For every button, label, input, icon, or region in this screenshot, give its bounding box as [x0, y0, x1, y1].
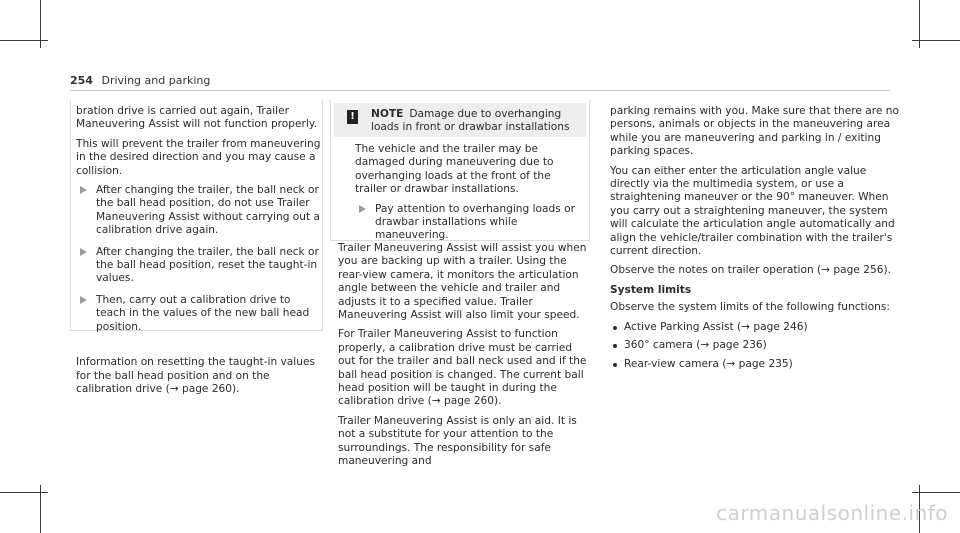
step-arrow-icon — [80, 296, 87, 304]
step-text: After changing the trailer, the ball neck or the ball head position, reset the taught-in values. — [96, 245, 319, 285]
paragraph: Observe the system limits of the following functions: — [610, 301, 890, 314]
paragraph: The vehicle and the trailer may be damaged during maneuvering due to overhanging loads at the front of the trailer or drawbar installations. — [355, 143, 554, 196]
paragraph: Observe the notes on trailer operation (→ page 256). — [610, 264, 891, 277]
crop-mark — [0, 492, 48, 493]
paragraph: Trailer Maneuvering Assist will assist you when you are backing up with a trailer. Using the rear-view camera, it monitors the articulation angle between the vehicle and trailer and adjusts it to a specified value. Trailer Maneuvering Assist will also limit your speed. — [338, 242, 587, 322]
step-arrow-icon — [80, 186, 87, 194]
note-body — [355, 143, 580, 251]
column-middle — [338, 242, 588, 475]
instruction-step — [76, 184, 321, 238]
page-header — [70, 74, 210, 87]
paragraph: parking remains with you. Make sure that there are no persons, animals or objects in the maneuvering area while you are maneuvering and parking in / exiting parking spaces. — [610, 105, 899, 158]
step-text: Pay attention to overhanging loads or drawbar installations while maneuvering. — [375, 202, 575, 242]
instruction-step — [76, 246, 321, 286]
warning-icon: ! — [347, 110, 358, 124]
watermark: carmanualsonline.info — [716, 501, 948, 525]
list-item: Rear-view camera (→ page 235) — [610, 358, 900, 371]
note-title-text: Damage due to overhanging loads in front or drawbar installations — [371, 108, 570, 134]
step-arrow-icon — [80, 248, 87, 256]
list-item: Active Parking Assist (→ page 246) — [610, 321, 900, 334]
crop-mark — [912, 40, 960, 41]
bullet-list — [610, 321, 900, 371]
list-item: 360° camera (→ page 236) — [610, 339, 900, 352]
note-title — [371, 108, 576, 135]
paragraph: This will prevent the trailer from maneuvering in the desired direction and you may cause a collision. — [76, 137, 321, 177]
paragraph: For Trailer Maneuvering Assist to function properly, a calibration drive must be carried out for the trailer and ball neck used and if the ball head position is changed. The current ball head position will be taught in during the calibration drive (→ page 260). — [338, 328, 587, 408]
column-left — [76, 105, 321, 402]
column-right — [610, 105, 900, 376]
step-arrow-icon — [359, 205, 366, 213]
instruction-step — [76, 294, 321, 334]
paragraph: Trailer Maneuvering Assist is only an aid. It is not a substitute for your attention to the surroundings. The responsibility for safe maneuvering and — [338, 414, 577, 468]
paragraph: bration drive is carried out again, Trailer Maneuvering Assist will not function properly. — [76, 105, 317, 131]
step-text: Then, carry out a calibration drive to teach in the values of the new ball head position. — [96, 293, 310, 333]
paragraph: Information on resetting the taught-in values for the ball head position and on the calibration drive (→ page 260). — [76, 356, 315, 395]
paragraph: You can either enter the articulation angle value directly via the multimedia system, or use a straightening maneuver or the 90° maneuver. When you carry out a straightening maneuver, the system will calculate the articulation angle automatically and align the vehicle/trailer combination with the trailer's current direction. — [610, 164, 895, 258]
step-text: After changing the trailer, the ball neck or the ball head position, do not use Trailer Maneuvering Assist without carrying out a calibration drive again. — [96, 184, 320, 237]
page-number: 254 — [70, 74, 93, 87]
section-title: Driving and parking — [101, 74, 211, 87]
crop-mark — [0, 40, 48, 41]
subheading: System limits — [610, 283, 692, 296]
instruction-step — [355, 203, 580, 243]
crop-mark — [912, 492, 960, 493]
note-label: NOTE — [371, 108, 404, 120]
header-divider — [70, 90, 890, 91]
